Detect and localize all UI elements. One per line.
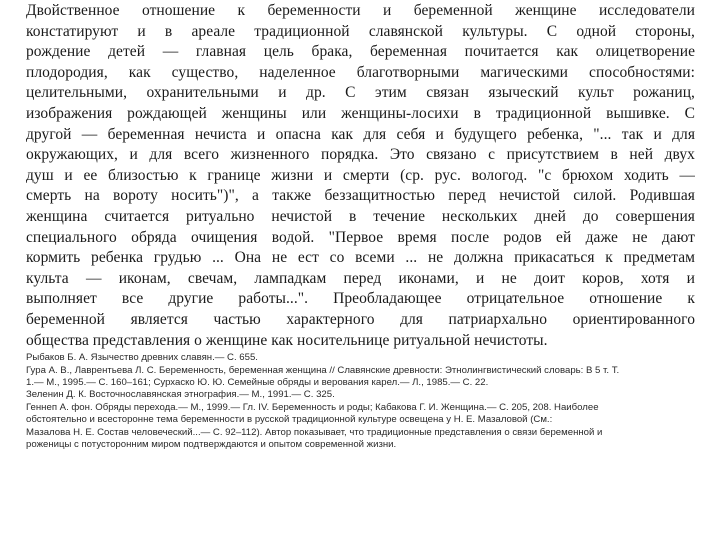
text-line: общества представления о женщине как носительнице ритуальной нечистоты.	[26, 331, 548, 349]
text-line: беременной является частью характерного для патриархально ориентированного	[26, 310, 695, 328]
text-line: Двойственное отношение к беременности и беременной женщине исследователи	[26, 2, 695, 19]
footnote-line: 1.— М., 1995.— С. 160–161; Сурхаско Ю. Ю. Семейные обряды и верования карел.— Л., 1985.— С. 22.	[26, 376, 489, 388]
text-line: культа — иконам, свечам, лампадкам перед иконами, и не доит коров, хотя и	[26, 269, 695, 287]
text-line: женщина считается ритуально нечистой в течение нескольких дней до совершения	[26, 207, 695, 225]
text-line: целительными, охранительными и др. С этим связан языческий культ рожаниц,	[26, 84, 695, 102]
footnote-line: обстоятельно и всесторонне тема беременности в русской традиционной культуре освещена у Н. Е. Мазаловой (См.:	[26, 414, 553, 426]
text-line: выполняет все другие работы...". Преобладающее отрицательное отношение к	[26, 290, 695, 308]
text-line: констатируют и в ареале традиционной славянской культуры. С одной стороны,	[26, 22, 695, 40]
text-line: другой — беременная нечиста и опасна как для себя и будущего ребенка, "... так и для	[26, 125, 695, 143]
text-line: специального обряда очищения водой. "Первое время после родов ей даже не дают	[26, 228, 695, 246]
main-paragraph	[26, 0, 695, 351]
text-line: рождение детей — главная цель брака, беременная почитается как олицетворение	[26, 43, 695, 61]
text-line: плодородия, как существо, наделенное благотворными магическими способностями:	[26, 63, 695, 81]
text-line: окружающих, и для всего жизненного порядка. Это связано с присутствием в ней двух	[26, 146, 695, 164]
footnote-line: Мазалова Н. Е. Состав человеческий...— С. 92–112). Автор показывает, что традиционные представления о связи беременной и	[26, 426, 603, 438]
text-line: душ и ее близостью к границе жизни и смерти (ср. рус. вологод. "с брюхом ходить —	[26, 166, 695, 184]
text-line: изображения рождающей женщины или женщины-лосихи в традиционной вышивке. С	[26, 104, 695, 122]
footnote-line: Гура А. В., Лаврентьева Л. С. Беременность, беременная женщина // Славянские древности: Этнолингвистический словарь: В 5 т. Т.	[26, 364, 620, 376]
footnotes	[26, 352, 695, 451]
footnote-line: Рыбаков Б. А. Язычество древних славян.— С. 655.	[26, 352, 258, 364]
footnote-line: роженицы с потусторонним миром подтверждаются и опытом современной жизни.	[26, 438, 397, 450]
text-line: смерть на вороту носить")", а также беззащитностью перед нечистой силой. Родившая	[26, 187, 695, 205]
footnote-line: Зеленин Д. К. Восточнославянская этнография.— М., 1991.— С. 325.	[26, 389, 335, 401]
footnote-line: Геннеп А. фон. Обряды перехода.— М., 1999.— Гл. IV. Беременность и роды; Кабакова Г. И. Женщина.— С. 205, 208. Наиболее	[26, 401, 599, 413]
document-page	[26, 0, 695, 451]
text-line: кормить ребенка грудью ... Она не ест со всеми ... не должна прикасаться к предметам	[26, 249, 695, 267]
